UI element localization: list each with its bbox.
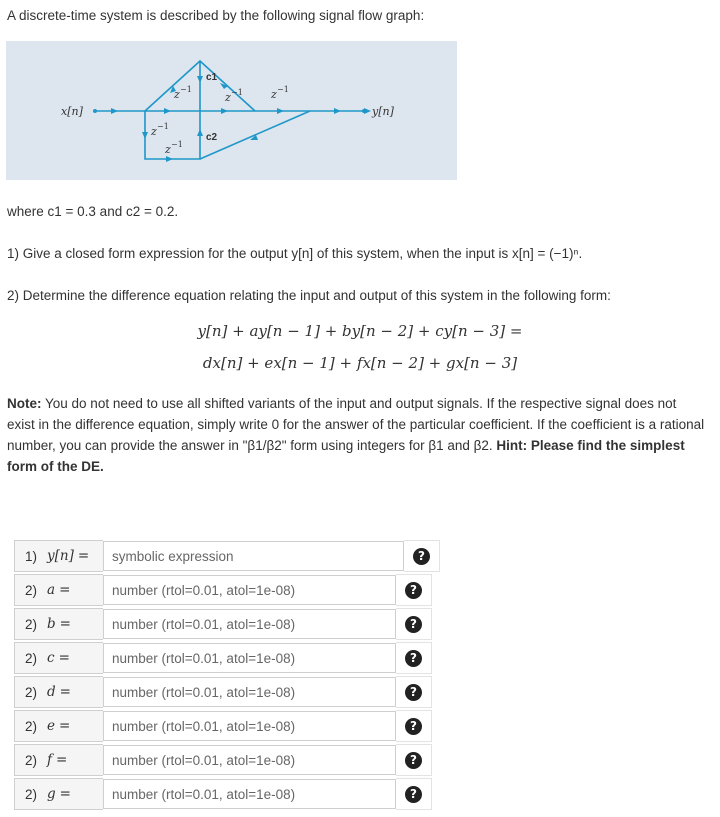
- answer-equals: =: [59, 718, 71, 734]
- answer-input-y[interactable]: symbolic expression: [103, 541, 404, 571]
- help-button[interactable]: [404, 540, 440, 572]
- answer-row-b: [14, 608, 432, 640]
- c1-label: c1: [206, 72, 218, 83]
- arrow-icon: [111, 108, 118, 114]
- answer-variable: f: [47, 752, 53, 768]
- answer-variable: b: [47, 616, 56, 632]
- delay-exp-3: −1: [277, 85, 289, 94]
- answer-label: [14, 642, 103, 674]
- delay-label-3: z: [271, 88, 277, 101]
- answer-equals: =: [59, 684, 71, 700]
- answer-number: 2): [25, 684, 38, 700]
- help-button[interactable]: [396, 710, 432, 742]
- question-mark-icon: ?: [405, 786, 422, 803]
- where-text: where c1 = 0.3 and c2 = 0.2.: [7, 204, 179, 219]
- note-hint: Hint: Please find the simplest form of the DE.: [7, 438, 685, 474]
- answer-equals: =: [59, 786, 71, 802]
- answer-number: 2): [25, 786, 38, 802]
- answer-row-d: [14, 676, 432, 708]
- note-body: You do not need to use all shifted variants of the input and output signals. If the respective signal does not exist in the difference equation, simply write 0 for the answer of the particular coefficient. If the coefficient is a rational number, you can provide the answer in "β1/β2" form using integers for β1 and β2.: [7, 396, 705, 453]
- answer-input-a[interactable]: number (rtol=0.01, atol=1e-08): [103, 575, 396, 605]
- question-mark-icon: ?: [405, 650, 422, 667]
- help-button[interactable]: [396, 744, 432, 776]
- answer-row-y: [14, 540, 440, 572]
- answer-row-g: [14, 778, 432, 810]
- answer-number: 2): [25, 718, 38, 734]
- answer-equals: =: [59, 582, 71, 598]
- answer-label: [14, 608, 103, 640]
- question-mark-icon: ?: [413, 548, 430, 565]
- delay-label-2: z: [225, 91, 231, 104]
- answer-variable: y[n]: [47, 548, 74, 564]
- answer-row-f: [14, 744, 432, 776]
- help-button[interactable]: [396, 574, 432, 606]
- answer-input-g[interactable]: number (rtol=0.01, atol=1e-08): [103, 779, 396, 809]
- question-mark-icon: ?: [405, 684, 422, 701]
- help-button[interactable]: [396, 676, 432, 708]
- arrow-icon: [221, 108, 228, 114]
- delay-label-4: z: [151, 125, 157, 138]
- answer-variable: d: [47, 684, 56, 700]
- graph-labels: [61, 72, 395, 156]
- question-mark-icon: ?: [405, 752, 422, 769]
- help-button[interactable]: [396, 642, 432, 674]
- equation-line-2: dx[n] + ex[n − 1] + fx[n − 2] + gx[n − 3]: [202, 354, 518, 372]
- answer-number: 1): [25, 548, 38, 564]
- output-node: [362, 109, 366, 113]
- answer-variable: g: [47, 786, 56, 802]
- answer-input-c[interactable]: number (rtol=0.01, atol=1e-08): [103, 643, 396, 673]
- question-mark-icon: ?: [405, 582, 422, 599]
- signal-flow-graph-svg: [6, 41, 457, 180]
- delay-exp-1: −1: [180, 85, 192, 94]
- answer-variable: c: [47, 650, 55, 666]
- signal-flow-graph: [6, 41, 457, 180]
- answer-label: [14, 540, 103, 572]
- answer-number: 2): [25, 616, 38, 632]
- answer-input-b[interactable]: number (rtol=0.01, atol=1e-08): [103, 609, 396, 639]
- answer-variable: a: [47, 582, 56, 598]
- question-mark-icon: ?: [405, 616, 422, 633]
- answer-variable: e: [47, 718, 56, 734]
- answer-input-d[interactable]: number (rtol=0.01, atol=1e-08): [103, 677, 396, 707]
- question-2: 2) Determine the difference equation relating the input and output of this system in the following form:: [7, 288, 611, 303]
- arrow-icon: [164, 108, 171, 114]
- answer-number: 2): [25, 752, 38, 768]
- answer-label: [14, 574, 103, 606]
- answer-row-a: [14, 574, 432, 606]
- note-label: Note:: [7, 396, 42, 411]
- answer-equals: =: [56, 752, 68, 768]
- arrow-icon: [166, 156, 173, 162]
- output-label: y[n]: [372, 105, 394, 118]
- question-mark-icon: ?: [405, 718, 422, 735]
- graph-branches: [95, 61, 364, 159]
- help-button[interactable]: [396, 778, 432, 810]
- answer-equals: =: [59, 616, 71, 632]
- arrow-icon: [220, 83, 228, 89]
- answer-label: [14, 676, 103, 708]
- arrow-icon: [197, 76, 203, 83]
- arrow-icon: [334, 108, 341, 114]
- answer-equals: =: [58, 650, 70, 666]
- delay-exp-5: −1: [171, 140, 183, 149]
- answer-label: [14, 710, 103, 742]
- arrow-icon: [277, 108, 284, 114]
- answer-number: 2): [25, 650, 38, 666]
- intro-text: A discrete-time system is described by the following signal flow graph:: [7, 8, 425, 23]
- answer-label: [14, 744, 103, 776]
- delay-exp-4: −1: [157, 122, 169, 131]
- answer-input-f[interactable]: number (rtol=0.01, atol=1e-08): [103, 745, 396, 775]
- answer-input-e[interactable]: number (rtol=0.01, atol=1e-08): [103, 711, 396, 741]
- help-button[interactable]: [396, 608, 432, 640]
- answer-label: [14, 778, 103, 810]
- delay-label-1: z: [174, 88, 180, 101]
- equation-line-1: y[n] + ay[n − 1] + by[n − 2] + cy[n − 3] =: [197, 322, 523, 340]
- arrow-icon: [197, 129, 203, 136]
- question-1: 1) Give a closed form expression for the output y[n] of this system, when the input is x[n] = (−1)ⁿ.: [7, 246, 583, 261]
- answer-equals: =: [77, 548, 90, 564]
- input-node: [93, 109, 97, 113]
- answer-number: 2): [25, 582, 38, 598]
- answer-row-e: [14, 710, 432, 742]
- input-label: x[n]: [61, 105, 83, 118]
- answer-row-c: [14, 642, 432, 674]
- c2-label: c2: [206, 132, 218, 143]
- note-paragraph: [7, 393, 707, 477]
- delay-exp-2: −1: [231, 88, 243, 97]
- arrow-icon: [142, 132, 148, 139]
- delay-label-5: z: [165, 143, 171, 156]
